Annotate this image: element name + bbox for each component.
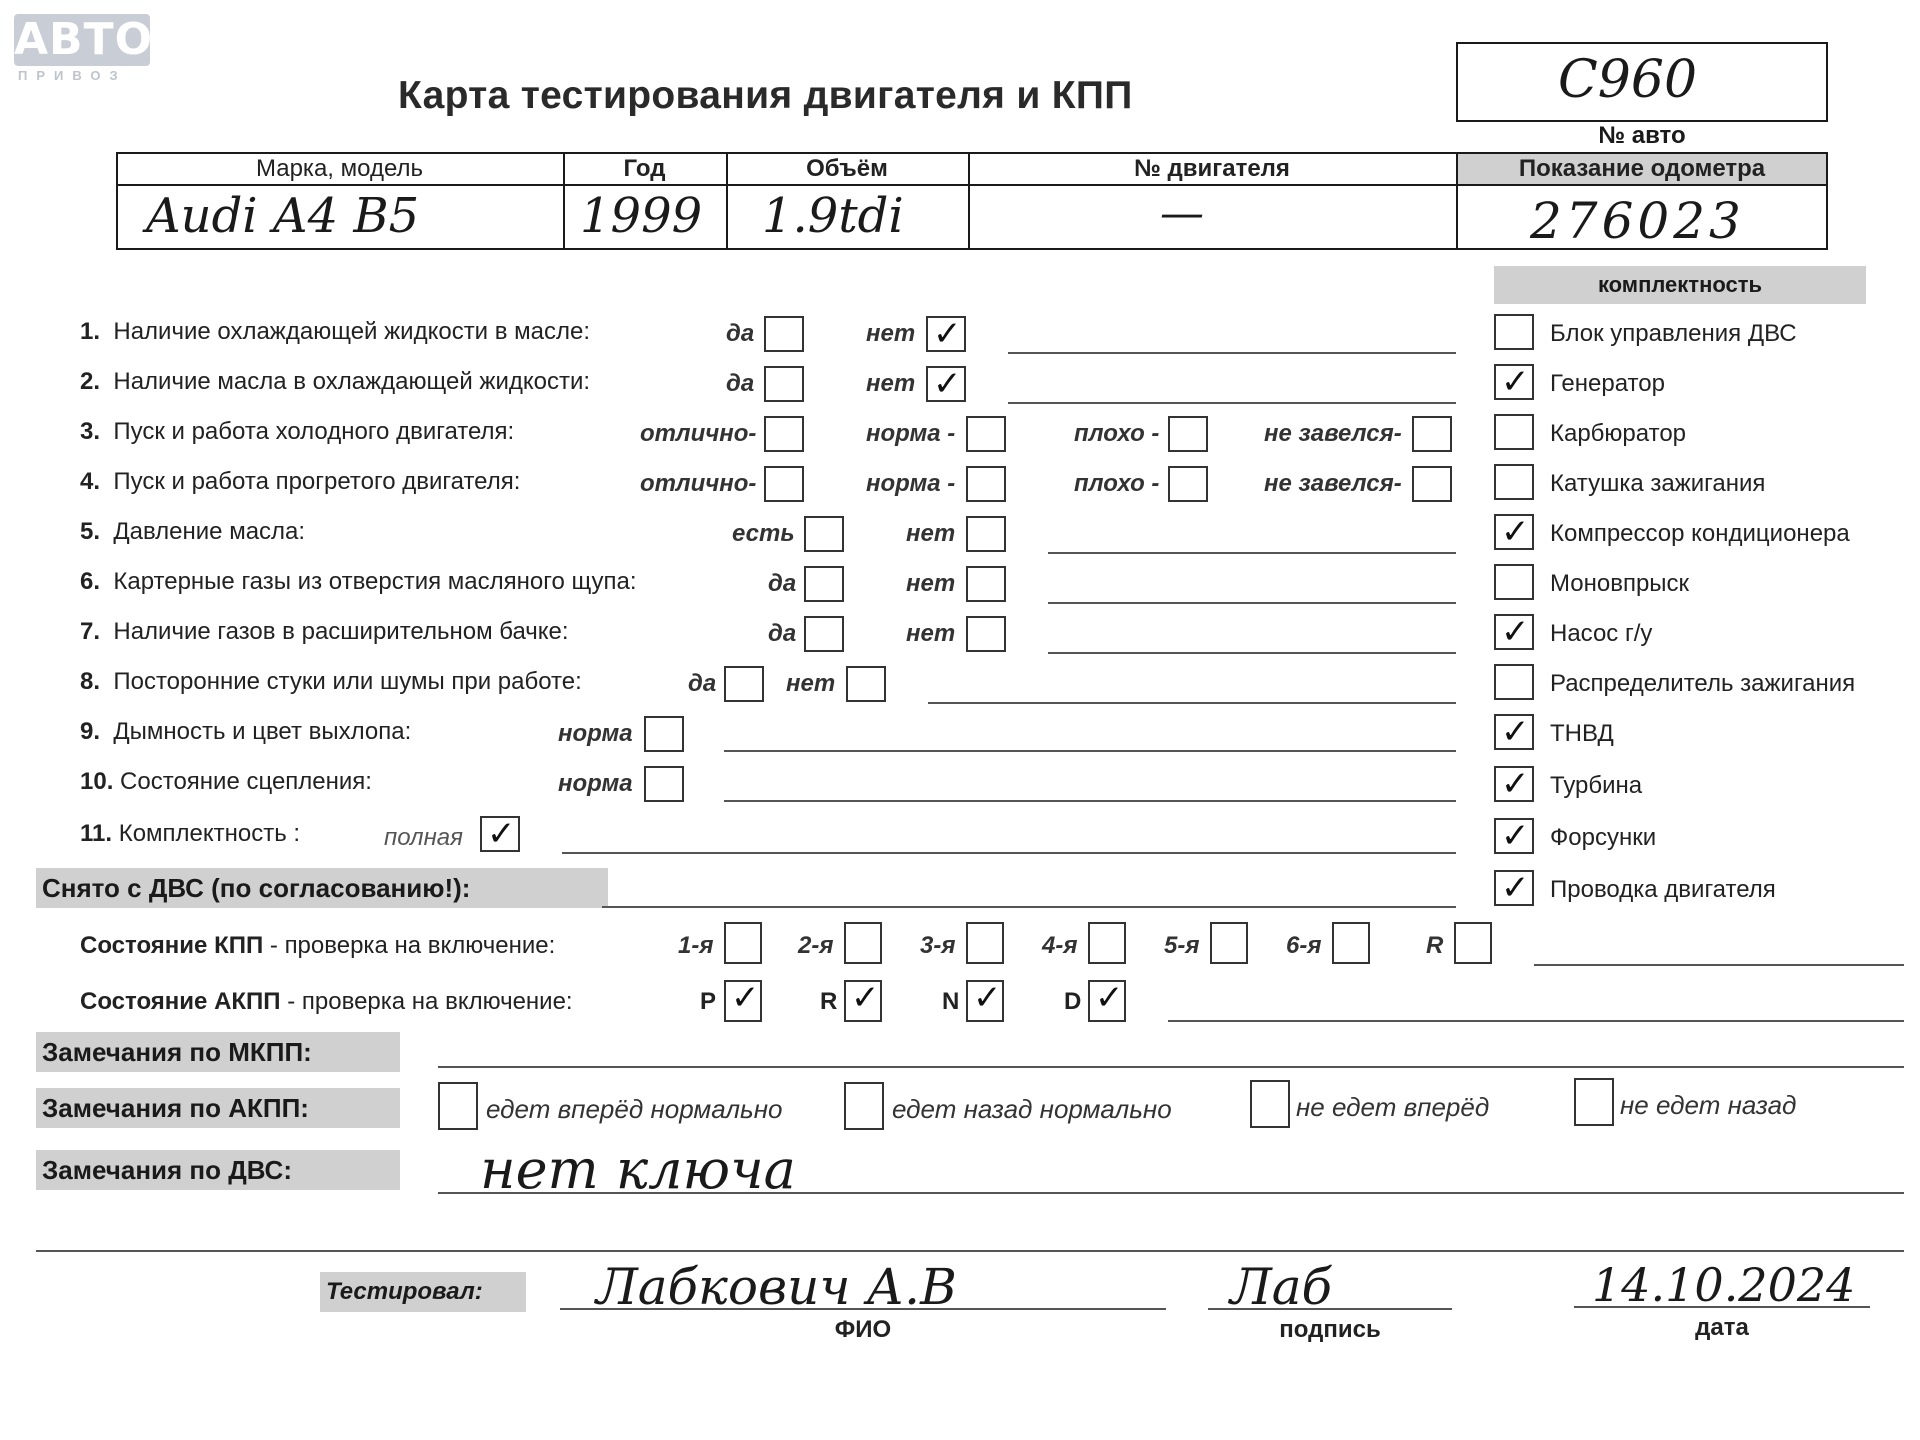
- completeness-label-7: Насос г/у: [1550, 620, 1653, 647]
- completeness-box-7[interactable]: [1494, 614, 1534, 650]
- q9-normal-box[interactable]: [644, 716, 684, 752]
- header-divider-right: [1456, 184, 1828, 186]
- signature-caption: подпись: [1279, 1316, 1381, 1343]
- q3-excellent-box[interactable]: [764, 416, 804, 452]
- q4-nostart-box[interactable]: [1412, 466, 1452, 502]
- q3-normal-box[interactable]: [966, 416, 1006, 452]
- completeness-box-4[interactable]: [1494, 464, 1534, 500]
- q4-opt-bad: плохо -: [1074, 470, 1160, 497]
- car-number-value: C960: [1558, 50, 1698, 110]
- page-title: Карта тестирования двигателя и КПП: [398, 74, 1133, 117]
- gear-box-r[interactable]: [1454, 922, 1492, 964]
- completeness-box-9[interactable]: [1494, 714, 1534, 750]
- date-value: 14.10.2024: [1592, 1258, 1856, 1312]
- date-caption: дата: [1695, 1314, 1749, 1341]
- header-divider: [116, 184, 1456, 186]
- brand-value: Audi A4 B5: [146, 188, 420, 244]
- q6-opt-no: нет: [906, 570, 956, 597]
- akpp-mode-box-n[interactable]: [966, 980, 1004, 1022]
- q11-opt-full: полная: [384, 824, 463, 851]
- q5-no-box[interactable]: [966, 516, 1006, 552]
- q3-opt-bad: плохо -: [1074, 420, 1160, 447]
- q7-opt-yes: да: [768, 620, 797, 647]
- akpp-backward-ok-label: едет назад нормально: [892, 1094, 1172, 1124]
- q10-normal-box[interactable]: [644, 766, 684, 802]
- akpp-remarks-label: Замечания по АКПП:: [36, 1088, 400, 1128]
- completeness-label-3: Карбюратор: [1550, 420, 1687, 447]
- completeness-box-8[interactable]: [1494, 664, 1534, 700]
- q6-yes-box[interactable]: [804, 566, 844, 602]
- q11-note-line: [562, 852, 1456, 854]
- gear-box-1[interactable]: [724, 922, 762, 964]
- q8-note-line: [928, 702, 1456, 704]
- gear-label-2: 2-я: [798, 932, 834, 959]
- q5-opt-yes: есть: [732, 520, 795, 547]
- completeness-label-11: Форсунки: [1550, 824, 1657, 851]
- q10-opt-normal: норма: [558, 770, 633, 797]
- q9-opt-normal: норма: [558, 720, 633, 747]
- completeness-label-5: Компрессор кондиционера: [1550, 520, 1850, 547]
- q6-note-line: [1048, 602, 1456, 604]
- q9-note-line: [724, 750, 1456, 752]
- q1-opt-yes: да: [726, 320, 755, 347]
- engine-number-label: № двигателя: [1134, 155, 1290, 182]
- gear-label-r: R: [1426, 932, 1444, 959]
- completeness-label-8: Распределитель зажигания: [1550, 670, 1856, 697]
- logo-subtitle: ПРИВОЗ: [18, 68, 127, 83]
- akpp-no-forward-label: не едет вперёд: [1296, 1092, 1490, 1122]
- gear-label-3: 3-я: [920, 932, 956, 959]
- akpp-forward-ok-label: едет вперёд нормально: [486, 1094, 783, 1124]
- mkpp-remarks-label: Замечания по МКПП:: [36, 1032, 400, 1072]
- akpp-forward-ok-box[interactable]: [438, 1082, 478, 1130]
- gear-label-5: 5-я: [1164, 932, 1200, 959]
- gear-label-6: 6-я: [1286, 932, 1322, 959]
- akpp-mode-label-r: R: [820, 988, 838, 1015]
- tested-by-label: Тестировал:: [320, 1272, 526, 1312]
- akpp-label: Состояние АКПП - проверка на включение:: [80, 988, 573, 1015]
- year-value: 1999: [580, 188, 703, 244]
- q5-note-line: [1048, 552, 1456, 554]
- q1-opt-no: нет: [866, 320, 916, 347]
- q7: 7. Наличие газов в расширительном бачке:: [80, 618, 569, 645]
- dvs-remarks-label: Замечания по ДВС:: [36, 1150, 400, 1190]
- q2: 2. Наличие масла в охлаждающей жидкости:: [80, 368, 591, 395]
- q4-opt-nostart: не завелся-: [1264, 470, 1402, 497]
- name-line: [560, 1308, 1166, 1310]
- gear-label-1: 1-я: [678, 932, 714, 959]
- akpp-mode-label-n: N: [942, 988, 960, 1015]
- gear-label-4: 4-я: [1042, 932, 1078, 959]
- q8-opt-no: нет: [786, 670, 836, 697]
- q3-opt-nostart: не завелся-: [1264, 420, 1402, 447]
- dvs-remarks-line: [438, 1192, 1904, 1194]
- dvs-remarks-value: нет ключа: [480, 1138, 796, 1201]
- q3-bad-box[interactable]: [1168, 416, 1208, 452]
- completeness-box-2[interactable]: [1494, 364, 1534, 400]
- tester-name-value: Лабкович А.В: [596, 1258, 957, 1316]
- q8-opt-yes: да: [688, 670, 717, 697]
- odometer-label: Показание одометра: [1518, 155, 1766, 182]
- q2-yes-box[interactable]: [764, 366, 804, 402]
- logo: АВТО: [14, 14, 154, 65]
- q6-opt-yes: да: [768, 570, 797, 597]
- q2-opt-yes: да: [726, 370, 755, 397]
- gear-box-6[interactable]: [1332, 922, 1370, 964]
- volume-label: Объём: [806, 155, 888, 182]
- akpp-backward-ok-box[interactable]: [844, 1082, 884, 1130]
- name-caption: ФИО: [834, 1316, 892, 1343]
- q3: 3. Пуск и работа холодного двигателя:: [80, 418, 515, 445]
- q11: 11. Комплектность :: [80, 820, 301, 847]
- car-number-box: [1456, 42, 1828, 122]
- completeness-box-3[interactable]: [1494, 414, 1534, 450]
- completeness-label-6: Моновпрыск: [1550, 570, 1690, 597]
- q9: 9. Дымность и цвет выхлопа:: [80, 718, 412, 745]
- q5-yes-box[interactable]: [804, 516, 844, 552]
- q6: 6. Картерные газы из отверстия масляного щупа:: [80, 568, 637, 595]
- volume-value: 1.9tdi: [762, 188, 904, 244]
- car-number-label: № авто: [1598, 122, 1686, 149]
- q7-opt-no: нет: [906, 620, 956, 647]
- akpp-no-backward-label: не едет назад: [1620, 1090, 1797, 1120]
- date-line: [1574, 1306, 1870, 1308]
- q2-no-box[interactable]: [926, 366, 966, 402]
- gear-box-5[interactable]: [1210, 922, 1248, 964]
- akpp-mode-label-d: D: [1064, 988, 1082, 1015]
- engine-number-value: —: [1160, 188, 1204, 239]
- completeness-label-1: Блок управления ДВС: [1550, 320, 1797, 347]
- q3-opt-normal: норма -: [866, 420, 956, 447]
- completeness-label-9: ТНВД: [1550, 720, 1614, 747]
- akpp-mode-label-p: P: [700, 988, 717, 1015]
- completeness-label-12: Проводка двигателя: [1550, 876, 1776, 903]
- q2-note-line: [1008, 402, 1456, 404]
- odometer-value: 276023: [1530, 192, 1745, 250]
- q1-note-line: [1008, 352, 1456, 354]
- completeness-box-11[interactable]: [1494, 818, 1534, 854]
- akpp-no-forward-box[interactable]: [1250, 1080, 1290, 1128]
- q10-note-line: [724, 800, 1456, 802]
- gear-box-2[interactable]: [844, 922, 882, 964]
- q8-yes-box[interactable]: [724, 666, 764, 702]
- signature-value: Лаб: [1230, 1258, 1333, 1316]
- akpp-no-backward-box[interactable]: [1574, 1078, 1614, 1126]
- akpp-mode-box-d[interactable]: [1088, 980, 1126, 1022]
- q5-opt-no: нет: [906, 520, 956, 547]
- year-label: Год: [623, 155, 666, 182]
- q3-opt-excellent: отлично-: [640, 420, 757, 447]
- q7-yes-box[interactable]: [804, 616, 844, 652]
- q11-full-box[interactable]: [480, 816, 520, 852]
- completeness-label-4: Катушка зажигания: [1550, 470, 1766, 497]
- q10: 10. Состояние сцепления:: [80, 768, 372, 795]
- q4: 4. Пуск и работа прогретого двигателя:: [80, 468, 521, 495]
- footer-separator: [36, 1250, 1904, 1252]
- q1: 1. Наличие охлаждающей жидкости в масле:: [80, 318, 591, 345]
- q7-no-box[interactable]: [966, 616, 1006, 652]
- q4-bad-box[interactable]: [1168, 466, 1208, 502]
- completeness-box-10[interactable]: [1494, 766, 1534, 802]
- signature-line: [1208, 1308, 1452, 1310]
- akpp-mode-box-p[interactable]: [724, 980, 762, 1022]
- q6-no-box[interactable]: [966, 566, 1006, 602]
- akpp-note-line: [1168, 1020, 1904, 1022]
- completeness-box-6[interactable]: [1494, 564, 1534, 600]
- q8: 8. Посторонние стуки или шумы при работе:: [80, 668, 582, 695]
- completeness-box-12[interactable]: [1494, 870, 1534, 906]
- completeness-label-2: Генератор: [1550, 370, 1665, 397]
- gear-box-3[interactable]: [966, 922, 1004, 964]
- q4-opt-excellent: отлично-: [640, 470, 757, 497]
- q3-nostart-box[interactable]: [1412, 416, 1452, 452]
- q8-no-box[interactable]: [846, 666, 886, 702]
- kpp-note-line: [1534, 964, 1904, 966]
- completeness-box-1[interactable]: [1494, 314, 1534, 350]
- q2-opt-no: нет: [866, 370, 916, 397]
- kpp-label: Состояние КПП - проверка на включение:: [80, 932, 556, 959]
- q4-excellent-box[interactable]: [764, 466, 804, 502]
- brand-label: Марка, модель: [255, 155, 424, 182]
- completeness-label-10: Турбина: [1550, 772, 1643, 799]
- q4-normal-box[interactable]: [966, 466, 1006, 502]
- completeness-box-5[interactable]: [1494, 514, 1534, 550]
- removed-label: Снято с ДВС (по согласованию!):: [36, 868, 608, 908]
- q1-no-box[interactable]: [926, 316, 966, 352]
- akpp-mode-box-r[interactable]: [844, 980, 882, 1022]
- q1-yes-box[interactable]: [764, 316, 804, 352]
- removed-line: [602, 906, 1456, 908]
- q5: 5. Давление масла:: [80, 518, 306, 545]
- q7-note-line: [1048, 652, 1456, 654]
- q4-opt-normal: норма -: [866, 470, 956, 497]
- gear-box-4[interactable]: [1088, 922, 1126, 964]
- completeness-title: комплектность: [1494, 266, 1866, 304]
- mkpp-remarks-line: [438, 1066, 1904, 1068]
